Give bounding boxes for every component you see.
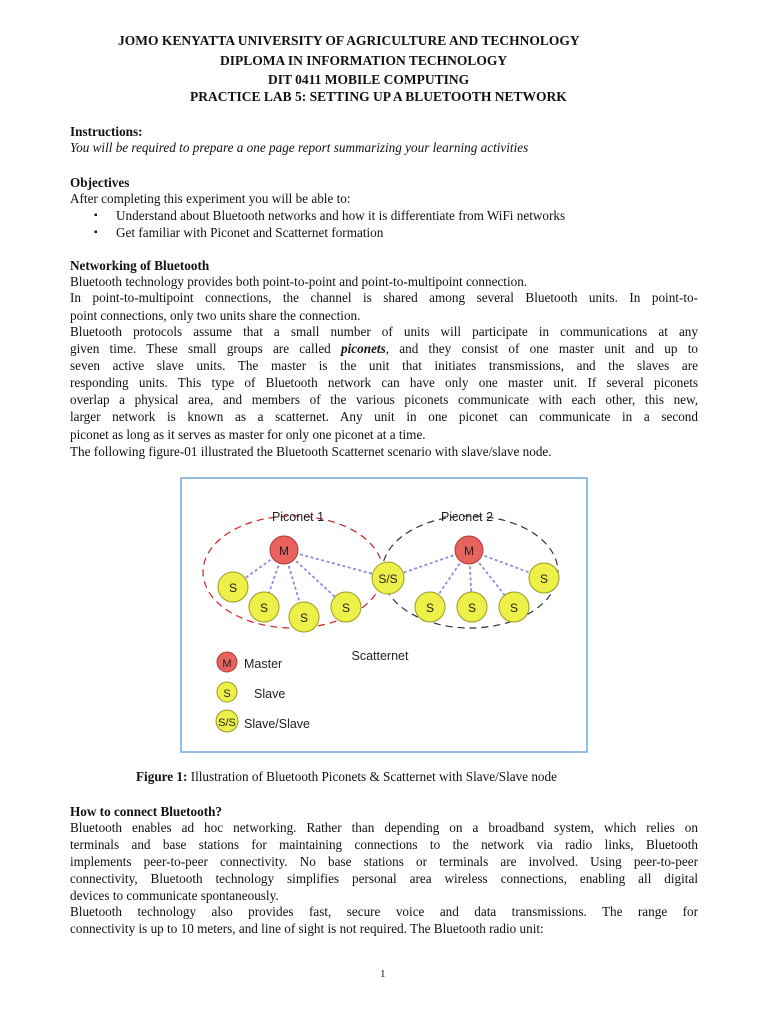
piconet2-label: Piconet 2 (440, 510, 494, 524)
svg-text:M: M (279, 544, 289, 558)
slave-node (415, 592, 445, 622)
instructions-heading: Instructions: (70, 124, 143, 139)
svg-text:S: S (467, 601, 477, 615)
networking-p3-line: responding units. This type of Bluetooth network can have only one master unit. If several piconets (70, 375, 698, 390)
objectives-heading: Objectives (70, 175, 130, 190)
networking-p1: Bluetooth technology provides both point-to-point and point-to-multipoint connection. (70, 274, 528, 289)
svg-text:S/S: S/S (218, 717, 236, 729)
svg-text:S: S (228, 581, 238, 595)
networking-p3-line: overlap a physical area, and members of the various piconets communicate with each other, this new, (70, 392, 698, 407)
connect-line: connectivity, Bluetooth technology simplifies personal area wireless connections, enabling all digital (70, 871, 698, 886)
svg-text:Slave/Slave: Slave/Slave (244, 717, 311, 731)
objective-item: Understand about Bluetooth networks and how it is differentiate from WiFi networks (116, 208, 566, 223)
slaveslave-node (372, 562, 404, 594)
slave-node (457, 592, 487, 622)
lab-title: PRACTICE LAB 5: SETTING UP A BLUETOOTH NETWORK (190, 89, 567, 104)
instructions-text: You will be required to prepare a one page report summarizing your learning activities (70, 140, 529, 155)
connect-line: implements peer-to-peer connectivity. No base stations or terminals are involved. Using peer-to-peer (70, 854, 698, 869)
diploma-title: DIPLOMA IN INFORMATION TECHNOLOGY (220, 53, 508, 68)
slave-node (331, 592, 361, 622)
figure-caption: Figure 1: Illustration of Bluetooth Piconets & Scatternet with Slave/Slave node (136, 769, 557, 784)
svg-text:Master: Master (244, 657, 283, 671)
networking-p3-line: piconet as long as it serves as master for only one piconet at a time. (70, 427, 426, 442)
course-title: DIT 0411 MOBILE COMPUTING (268, 72, 470, 87)
svg-text:S: S (223, 688, 231, 700)
connect-line: devices to communicate spontaneously. (70, 888, 279, 903)
svg-text:Slave: Slave (254, 687, 286, 701)
slave-node (249, 592, 279, 622)
connect-line: connectivity is up to 10 meters, and line of sight is not required. The Bluetooth radio unit: (70, 921, 544, 936)
networking-p3-line: given time. These small groups are called piconets, and they consist of one master unit and up to (70, 341, 698, 356)
page-number: 1 (380, 968, 386, 980)
svg-text:S: S (425, 601, 435, 615)
objective-item: Get familiar with Piconet and Scatternet formation (116, 225, 384, 240)
objectives-intro: After completing this experiment you will be able to: (70, 191, 351, 206)
networking-p3-line: Bluetooth protocols assume that a small number of units will participate in communications at any (70, 324, 698, 339)
networking-heading: Networking of Bluetooth (70, 258, 210, 273)
networking-p2-line: point connections, only two units share the connection. (70, 308, 361, 323)
slave-node (529, 563, 559, 593)
master-node (455, 536, 483, 564)
networking-p3-line: larger network is known as a scatternet. Any unit in one piconet can communicate in a second (70, 409, 698, 424)
scatternet-label: Scatternet (351, 649, 409, 663)
bullet-icon: ▪ (94, 227, 98, 238)
networking-p3-line: seven active slave units. The master is the unit that initiates transmissions, and the slaves are (70, 358, 698, 373)
slave-node (218, 572, 248, 602)
svg-text:S: S (341, 601, 351, 615)
connect-line: terminals and base stations for maintaining connections to the network via radio links, Bluetooth (70, 837, 698, 852)
master-node (270, 536, 298, 564)
scatternet-figure (180, 477, 588, 753)
slave-node (289, 602, 319, 632)
svg-text:S: S (299, 611, 309, 625)
svg-text:S: S (259, 601, 269, 615)
connect-line: Bluetooth technology also provides fast, secure voice and data transmissions. The range for (70, 904, 698, 919)
university-title: JOMO KENYATTA UNIVERSITY OF AGRICULTURE AND TECHNOLOGY (118, 33, 580, 48)
svg-text:M: M (222, 658, 232, 670)
svg-text:M: M (464, 544, 474, 558)
svg-text:S/S: S/S (378, 572, 398, 586)
bullet-icon: ▪ (94, 210, 98, 221)
networking-p4: The following figure-01 illustrated the Bluetooth Scatternet scenario with slave/slave node. (70, 444, 552, 459)
networking-p2-line: In point-to-multipoint connections, the channel is shared among several Bluetooth units. In point-to- (70, 290, 698, 305)
slave-node (499, 592, 529, 622)
svg-text:S: S (539, 572, 549, 586)
svg-text:S: S (509, 601, 519, 615)
piconet1-label: Piconet 1 (271, 510, 325, 524)
connect-line: Bluetooth enables ad hoc networking. Rather than depending on a broadband system, which relies on (70, 820, 698, 835)
connect-heading: How to connect Bluetooth? (70, 804, 223, 819)
